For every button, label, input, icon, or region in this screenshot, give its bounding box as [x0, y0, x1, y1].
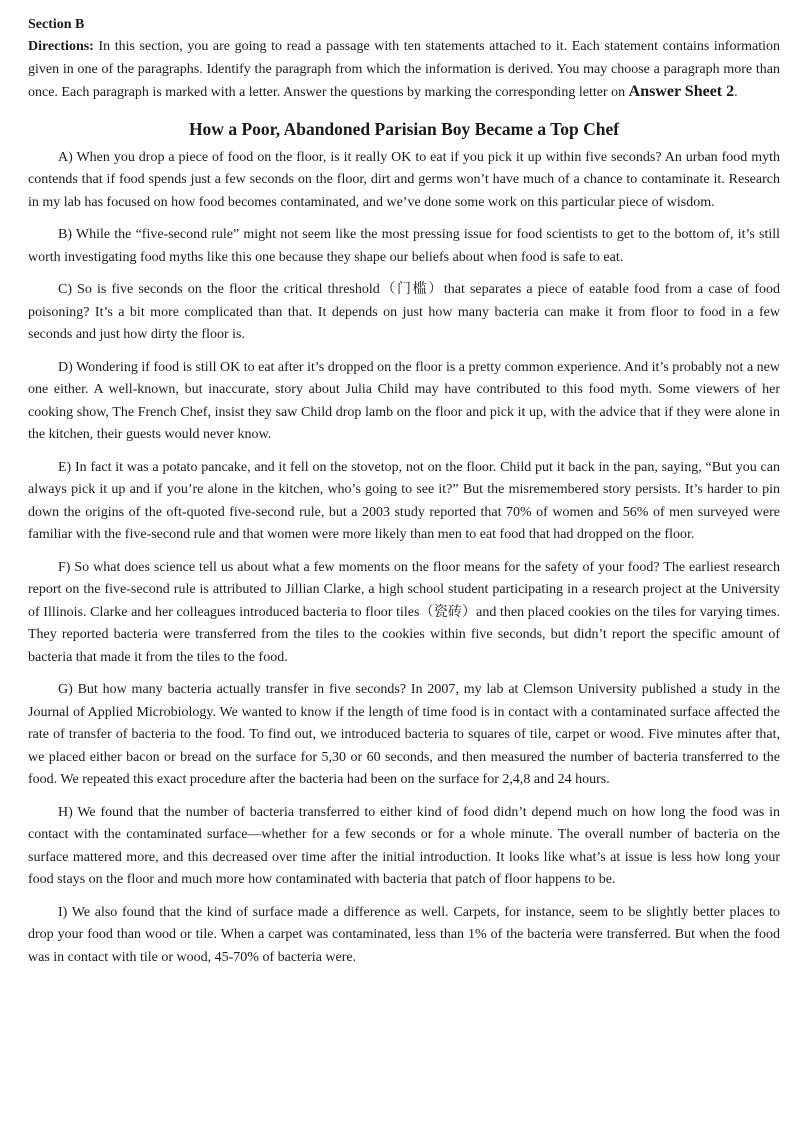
paragraph-h: H) We found that the number of bacteria transferred to either kind of food didn’t depend much on how long the food was in contact with the contaminated surface—whether for a few seconds or for a whole minute. The overall number of bacteria on the surface mattered more, and this decreased over time after the initial introduction. It looks like what’s at issue is less how long your food stays on the floor and much more how contaminated with bacteria that patch of floor happens to be.	[28, 804, 780, 887]
paragraph-g: G) But how many bacteria actually transfer in five seconds? In 2007, my lab at Clemson University published a study in the Journal of Applied Microbiology. We wanted to know if the length of time food is in contact with a contaminated surface affected the rate of transfer of bacteria to the food. To find out, we introduced bacteria to squares of tile, carpet or wood. Five minutes after that, we placed either bacon or bread on the surface for 5,30 or 60 seconds, and then measured the number of bacteria transferred to the food. We repeated this exact procedure after the bacteria had been on the surface for 2,4,8 and 24 hours.	[28, 682, 780, 787]
paragraph-d: D) Wondering if food is still OK to eat after it’s dropped on the floor is a pretty common experience. And it’s probably not a new one either. A well-known, but inaccurate, story about Julia Child may have contributed to this food myth. Some viewers of her cooking show, The French Chef, insist they saw Child drop lamb on the floor and pick it up, with the advice that if they were alone in the kitchen, their guests would never know.	[28, 359, 780, 442]
paragraph-e: E) In fact it was a potato pancake, and it fell on the stovetop, not on the floor. Child put it back in the pan, saying, “But you can always pick it up and if you’re alone in the kitchen, who’s going to see it?” But the misremembered story persists. It’s harder to pin down the origins of the oft-quoted five-second rule, but a 2003 study reported that 70% of women and 56% of men surveyed were familiar with the five-second rule and that women were more likely than men to eat food that had dropped on the floor.	[28, 459, 780, 542]
directions-label: Directions:	[28, 39, 94, 54]
paragraph-b: B) While the “five-second rule” might not seem like the most pressing issue for food scientists to get to the bottom of, it’s still worth investigating food myths like this one because they shape our beliefs about when food is safe to eat.	[28, 227, 780, 265]
answer-sheet-label: Answer Sheet 2	[628, 83, 735, 100]
paragraph-a: A) When you drop a piece of food on the floor, is it really OK to eat if you pick it up within five seconds? An urban food myth contends that if food spends just a few seconds on the floor, dirt and germs won’t have much of a chance to contaminate it. Research in my lab has focused on how food becomes contaminated, and we’ve done some work on this particular piece of wisdom.	[28, 149, 780, 210]
directions	[28, 36, 780, 105]
paragraph-f: F) So what does science tell us about what a few moments on the floor means for the safety of your food? The earliest research report on the five-second rule is attributed to Jillian Clarke, a high school student participating in a research project at the University of Illinois. Clarke and her colleagues introduced bacteria to floor tiles（瓷砖）and then placed cookies on the tiles for varying times. They reported bacteria were transferred from the tiles to the cookies within five seconds, but didn’t report the specific amount of bacteria that made it from the tiles to the food.	[28, 559, 780, 665]
directions-text: In this section, you are going to read a passage with ten statements attached to it. Each statement contains information given in one of the paragraphs. Identify the paragraph from which the information is derived. You may choose a paragraph more than once. Each paragraph is marked with a letter. Answer the questions by marking the corresponding letter on	[28, 39, 780, 100]
directions-end: .	[734, 85, 738, 100]
paragraph-c: C) So is five seconds on the floor the critical threshold（门槛）that separates a piece of eatable food from a case of food poisoning? It’s a bit more complicated than that. It depends on just how many bacteria can make it from floor to food in a few seconds and just how dirty the floor is.	[28, 282, 780, 342]
document-page	[28, 14, 780, 979]
passage-title: How a Poor, Abandoned Parisian Boy Became a Top Chef	[188, 118, 620, 139]
section-label: Section B	[28, 17, 85, 32]
paragraph-i: I) We also found that the kind of surface made a difference as well. Carpets, for instance, seem to be slightly better places to drop your food than wood or tile. When a carpet was contaminated, less than 1% of the bacteria were transferred. But when the food was in contact with tile or wood, 45-70% of bacteria were.	[28, 904, 780, 965]
